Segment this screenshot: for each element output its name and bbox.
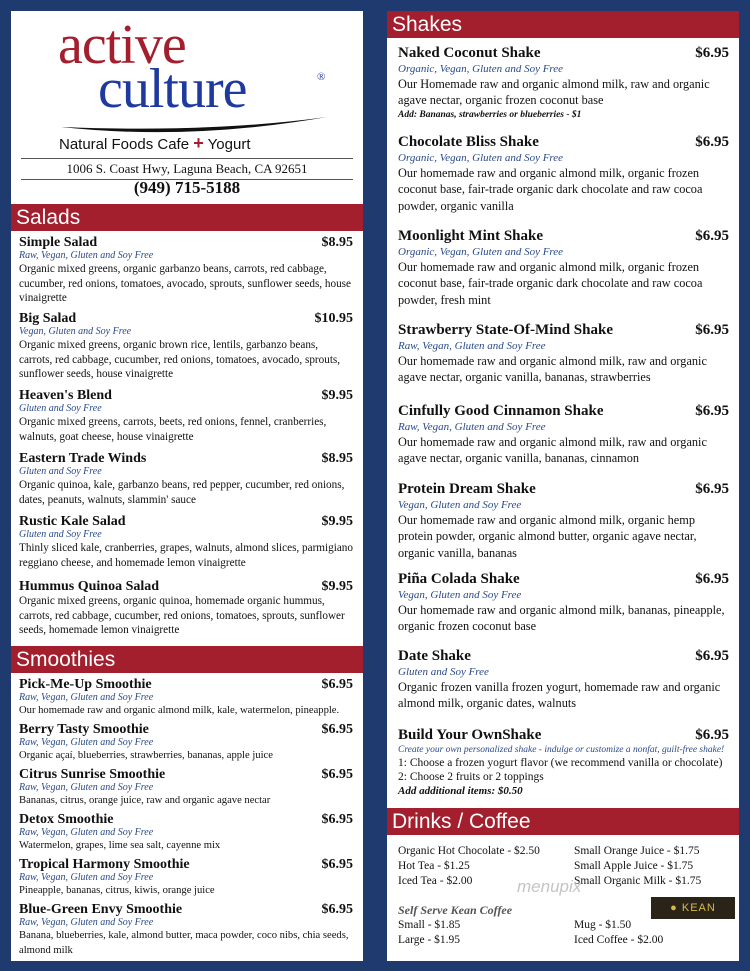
item-description: Bananas, citrus, orange juice, raw and organic agave nectar <box>19 795 271 806</box>
shakes-heading: Shakes <box>387 11 739 38</box>
item-price: $6.95 <box>321 857 353 872</box>
item-dietary: Gluten and Soy Free <box>19 466 102 477</box>
item-price: $6.95 <box>695 134 729 150</box>
coffee-item: Mug - $1.50 <box>574 919 632 931</box>
drink-item: Small Organic Milk - $1.75 <box>574 875 702 887</box>
item-description: Our homemade raw and organic almond milk, organic hemp protein powder, organic almond butter, organic agave nectar, organic vanilla, bananas <box>398 513 697 560</box>
kean-logo-text: KEAN <box>681 902 716 914</box>
item-price: $6.95 <box>695 481 729 497</box>
item-price: $8.95 <box>321 235 353 250</box>
item-price: $6.95 <box>321 812 353 827</box>
item-description: Our homemade raw and organic almond milk, organic frozen coconut base, fair-trade organic dark chocolate and raw cocoa powder, fresh mint <box>398 260 703 307</box>
item-dietary: Gluten and Soy Free <box>19 529 102 540</box>
menu-item <box>398 727 729 798</box>
item-name: Heaven's Blend <box>19 388 112 403</box>
logo-culture-text: culture <box>98 58 247 120</box>
item-dietary: Raw, Vegan, Gluten and Soy Free <box>19 827 154 838</box>
item-dietary: Raw, Vegan, Gluten and Soy Free <box>19 782 154 793</box>
item-price: $9.95 <box>321 388 353 403</box>
item-description: Pineapple, bananas, citrus, kiwis, orange juice <box>19 885 215 896</box>
kean-column-2 <box>574 918 663 948</box>
kean-column-1 <box>398 918 460 948</box>
kean-coffee-title: Self Serve Kean Coffee <box>398 903 513 917</box>
item-price: $6.95 <box>321 677 353 692</box>
item-description: Banana, blueberries, kale, almond butter, maca powder, coco nibs, chia seeds, almond milk <box>19 930 349 956</box>
phone-number: (949) 715-5188 <box>133 178 241 197</box>
item-name: Protein Dream Shake <box>398 481 536 497</box>
tagline-yogurt: Yogurt <box>207 136 251 153</box>
menu-item <box>19 767 353 809</box>
item-name: Strawberry State-Of-Mind Shake <box>398 322 613 338</box>
drinks-heading: Drinks / Coffee <box>387 808 739 835</box>
item-dietary: Vegan, Gluten and Soy Free <box>398 499 522 511</box>
item-description: Organic quinoa, kale, garbanzo beans, red pepper, cucumber, red onions, dates, peanuts, walnuts, slammin' sauce <box>19 479 345 506</box>
item-price: $10.95 <box>314 311 353 326</box>
item-dietary: Raw, Vegan, Gluten and Soy Free <box>398 340 546 352</box>
item-price: $9.95 <box>321 579 353 594</box>
item-name: Simple Salad <box>19 235 98 250</box>
item-dietary: Vegan, Gluten and Soy Free <box>398 589 522 601</box>
menu-item <box>398 403 729 467</box>
address: 1006 S. Coast Hwy, Laguna Beach, CA 92651 <box>21 158 353 180</box>
item-dietary: Create your own personalized shake - indulge or customize a nonfat, guilt-free shake! <box>398 745 725 755</box>
item-name: Rustic Kale Salad <box>19 514 126 529</box>
watermark-text: menupix <box>517 877 582 896</box>
item-dietary: Organic, Vegan, Gluten and Soy Free <box>398 63 564 75</box>
menu-item <box>19 579 353 638</box>
item-dietary: Raw, Vegan, Gluten and Soy Free <box>19 692 154 703</box>
build-step-2: 2: Choose 2 fruits or 2 toppings <box>398 771 544 783</box>
item-name: Build Your OwnShake <box>398 727 542 743</box>
menu-item <box>398 45 729 121</box>
drink-item: Small Apple Juice - $1.75 <box>574 860 694 872</box>
item-name: Eastern Trade Winds <box>19 451 147 466</box>
item-description: Organic mixed greens, organic brown rice, lentils, garbanzo beans, carrots, red cabbage, cucumber, red onions, tomatoes, avocado, sprouts, sunflower seeds, house vinaigrette <box>19 339 341 381</box>
item-name: Cinfully Good Cinnamon Shake <box>398 403 604 419</box>
item-dietary: Raw, Vegan, Gluten and Soy Free <box>398 421 546 433</box>
item-name: Big Salad <box>19 311 77 326</box>
item-addon-note: Add: Bananas, strawberries or blueberries - $1 <box>398 109 582 120</box>
build-extra-price: Add additional items: $0.50 <box>398 785 523 797</box>
item-price: $6.95 <box>695 571 729 587</box>
right-panel <box>387 11 739 961</box>
tagline-plus: + <box>193 133 204 153</box>
item-price: $6.95 <box>321 902 353 917</box>
item-description: Our homemade raw and organic almond milk, raw and organic agave nectar, organic vanilla, bananas, cinnamon <box>398 435 707 466</box>
menu-item <box>19 514 353 570</box>
item-name: Chocolate Bliss Shake <box>398 134 539 150</box>
salads-heading: Salads <box>11 204 363 231</box>
item-price: $6.95 <box>321 767 353 782</box>
logo-tagline <box>59 133 251 154</box>
item-description: Organic frozen vanilla frozen yogurt, homemade raw and organic almond milk, organic dates, walnuts <box>398 680 721 711</box>
item-description: Watermelon, grapes, lime sea salt, cayenne mix <box>19 840 221 851</box>
item-name: Detox Smoothie <box>19 812 114 827</box>
menu-item <box>398 571 729 635</box>
item-description: Our Homemade raw and organic almond milk, raw and organic agave nectar, organic frozen coconut base <box>398 77 710 108</box>
item-name: Naked Coconut Shake <box>398 45 541 61</box>
item-description: Our homemade raw and organic almond milk, kale, watermelon, pineapple. <box>19 705 340 716</box>
item-price: $6.95 <box>695 322 729 338</box>
item-dietary: Gluten and Soy Free <box>398 666 489 678</box>
item-price: $6.95 <box>321 722 353 737</box>
smoothies-heading: Smoothies <box>11 646 363 673</box>
menu-item <box>19 857 353 899</box>
item-price: $6.95 <box>695 228 729 244</box>
item-dietary: Raw, Vegan, Gluten and Soy Free <box>19 250 154 261</box>
item-price: $6.95 <box>695 403 729 419</box>
left-panel <box>11 11 363 961</box>
menu-item <box>398 134 729 214</box>
item-dietary: Organic, Vegan, Gluten and Soy Free <box>398 152 564 164</box>
menu-item <box>19 722 353 764</box>
drink-item: Organic Hot Chocolate - $2.50 <box>398 845 540 857</box>
menu-item <box>398 322 729 386</box>
coffee-item: Large - $1.95 <box>398 934 461 946</box>
item-price: $8.95 <box>321 451 353 466</box>
drink-item: Small Orange Juice - $1.75 <box>574 845 700 857</box>
menu-item <box>19 235 353 306</box>
item-dietary: Raw, Vegan, Gluten and Soy Free <box>19 917 154 928</box>
menu-item <box>398 481 729 561</box>
menu-item <box>398 648 729 712</box>
kean-logo <box>651 897 735 919</box>
drink-item: Iced Tea - $2.00 <box>398 875 473 887</box>
coffee-bean-icon: ● <box>670 902 682 914</box>
drink-item: Hot Tea - $1.25 <box>398 860 470 872</box>
menu-item <box>19 388 353 444</box>
item-price: $6.95 <box>695 727 729 743</box>
item-name: Moonlight Mint Shake <box>398 228 544 244</box>
menu-item <box>19 311 353 382</box>
item-price: $9.95 <box>321 514 353 529</box>
item-dietary: Organic, Vegan, Gluten and Soy Free <box>398 246 564 258</box>
item-dietary: Vegan, Gluten and Soy Free <box>19 326 132 337</box>
item-price: $6.95 <box>695 45 729 61</box>
coffee-item: Small - $1.85 <box>398 919 461 931</box>
tagline-cafe: Natural Foods Cafe <box>59 136 190 153</box>
item-name: Piña Colada Shake <box>398 571 520 587</box>
item-name: Blue-Green Envy Smoothie <box>19 902 183 917</box>
item-description: Thinly sliced kale, cranberries, grapes, walnuts, almond slices, parmigiano reggiano cheese, and homemade lemon vinaigrette <box>19 542 353 569</box>
item-name: Berry Tasty Smoothie <box>19 722 149 737</box>
item-name: Pick-Me-Up Smoothie <box>19 677 152 692</box>
menu-item <box>19 812 353 854</box>
menu-item <box>19 451 353 507</box>
menu-item <box>19 902 353 958</box>
item-name: Hummus Quinoa Salad <box>19 579 160 594</box>
drinks-column-2 <box>574 844 701 889</box>
item-description: Organic mixed greens, organic garbanzo beans, carrots, red cabbage, cucumber, red onions, tomatoes, avocado, sprouts, sunflower seeds, house vinaigrette <box>19 263 351 305</box>
logo-active-text: active <box>58 14 186 76</box>
item-name: Date Shake <box>398 648 471 664</box>
item-description: Our homemade raw and organic almond milk, organic frozen coconut base, fair-trade organic dark chocolate and raw cocoa powder, organic vanilla <box>398 166 703 213</box>
item-description: Organic mixed greens, carrots, beets, red onions, fennel, cranberries, walnuts, goat cheese, house vinaigrette <box>19 416 327 443</box>
coffee-item: Iced Coffee - $2.00 <box>574 934 664 946</box>
item-name: Citrus Sunrise Smoothie <box>19 767 166 782</box>
item-description: Our homemade raw and organic almond milk, raw and organic agave nectar, organic vanilla, bananas, strawberries <box>398 354 707 385</box>
item-dietary: Gluten and Soy Free <box>19 403 102 414</box>
item-dietary: Raw, Vegan, Gluten and Soy Free <box>19 872 154 883</box>
build-step-1: 1: Choose a frozen yogurt flavor (we recommend vanilla or chocolate) <box>398 757 723 769</box>
item-description: Organic açaí, blueberries, strawberries, bananas, apple juice <box>19 750 273 761</box>
item-description: Our homemade raw and organic almond milk, bananas, pineapple, organic frozen coconut base <box>398 603 725 634</box>
menu-item <box>19 677 353 719</box>
item-dietary: Raw, Vegan, Gluten and Soy Free <box>19 737 154 748</box>
menu-item <box>398 228 729 308</box>
item-price: $6.95 <box>695 648 729 664</box>
item-description: Organic mixed greens, organic quinoa, homemade organic hummus, carrots, red cabbage, cucumber, red onions, tomatoes, sprouts, sunflower seeds, homemade lemon vinaigrette <box>19 595 345 637</box>
logo-registered-mark: ® <box>317 71 326 83</box>
item-name: Tropical Harmony Smoothie <box>19 857 190 872</box>
